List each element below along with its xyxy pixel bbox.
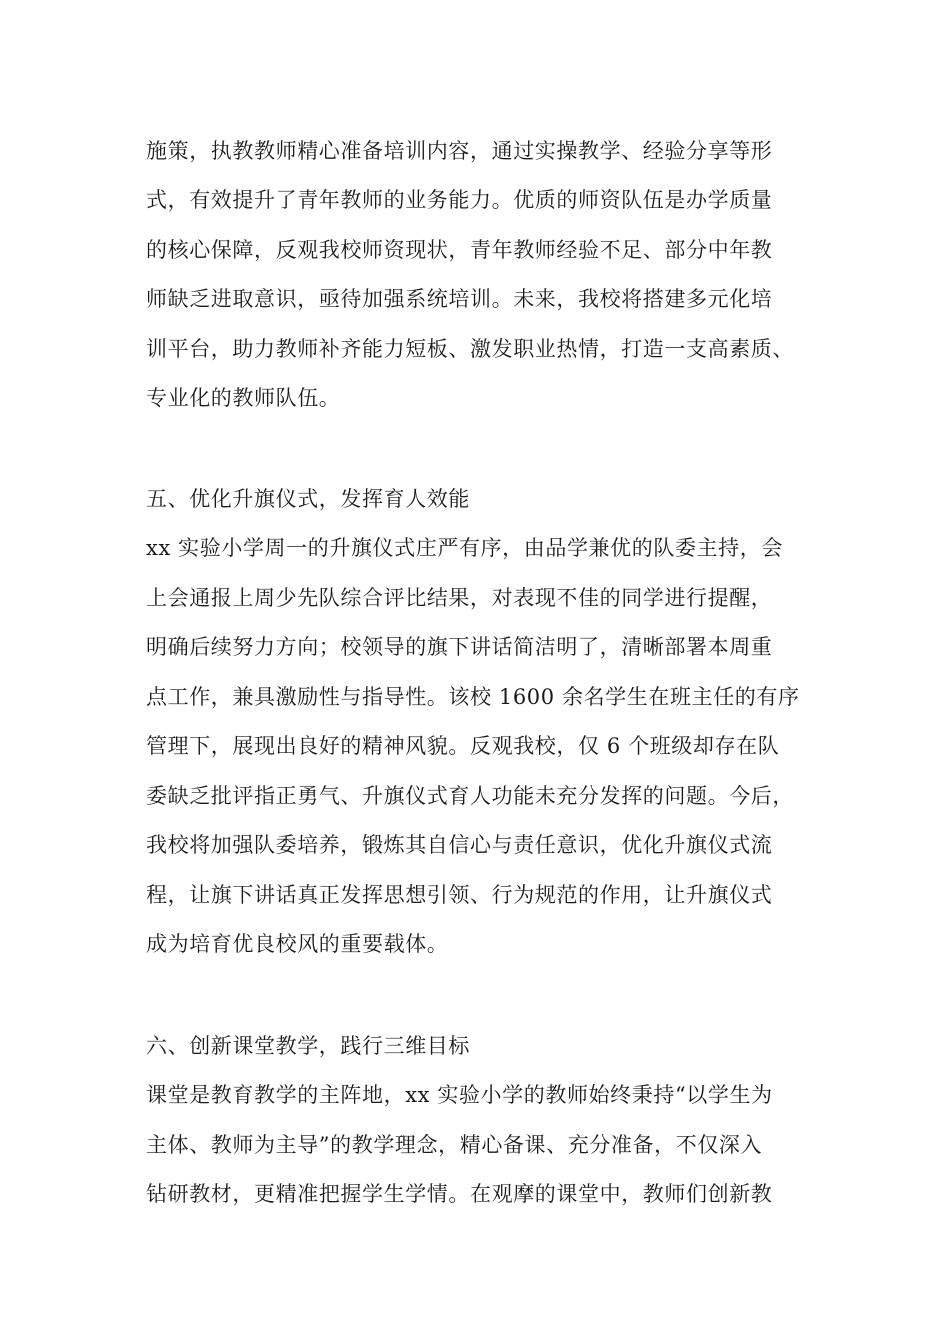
section-heading: 五、优化升旗仪式，发挥育人效能	[146, 487, 470, 511]
paragraph-line: 式，有效提升了青年教师的业务能力。优质的师资队伍是办学质量	[146, 188, 773, 212]
section-heading: 六、创新课堂教学，践行三维目标	[146, 1034, 470, 1058]
paragraph-line: 程，让旗下讲话真正发挥思想引领、行为规范的作用，让升旗仪式	[146, 883, 773, 907]
paragraph-line: 委缺乏批评指正勇气、升旗仪式育人功能未充分发挥的问题。今后，	[146, 784, 794, 808]
paragraph-line: 主体、教师为主导”的教学理念，精心备课、充分准备，不仅深入	[146, 1133, 763, 1157]
paragraph-line: xx 实验小学周一的升旗仪式庄严有序，由品学兼优的队委主持，会	[146, 536, 783, 560]
paragraph-line: 成为培育优良校风的重要载体。	[146, 932, 449, 956]
paragraph-line: 上会通报上周少先队综合评比结果，对表现不佳的同学进行提醒，	[146, 586, 773, 610]
paragraph-line: 训平台，助力教师补齐能力短板、激发职业热情，打造一支高素质、	[146, 337, 794, 361]
paragraph-line: 师缺乏进取意识，亟待加强系统培训。未来，我校将搭建多元化培	[146, 287, 773, 311]
paragraph-line: 明确后续努力方向；校领导的旗下讲话简洁明了，清晰部署本周重	[146, 635, 773, 659]
paragraph-line: 课堂是教育教学的主阵地，xx 实验小学的教师始终秉持“以学生为	[146, 1083, 773, 1107]
paragraph-line: 点工作，兼具激励性与指导性。该校 1600 余名学生在班主任的有序	[146, 685, 800, 709]
paragraph-line: 的核心保障，反观我校师资现状，青年教师经验不足、部分中年教	[146, 238, 773, 262]
paragraph-line: 我校将加强队委培养，锻炼其自信心与责任意识，优化升旗仪式流	[146, 833, 773, 857]
paragraph-line: 专业化的教师队伍。	[146, 386, 341, 410]
paragraph-line: 施策，执教教师精心准备培训内容，通过实操教学、经验分享等形	[146, 139, 773, 163]
paragraph-line: 管理下，展现出良好的精神风貌。反观我校，仅 6 个班级却存在队	[146, 734, 780, 758]
paragraph-line: 钻研教材，更精准把握学生学情。在观摩的课堂中，教师们创新教	[146, 1182, 773, 1206]
